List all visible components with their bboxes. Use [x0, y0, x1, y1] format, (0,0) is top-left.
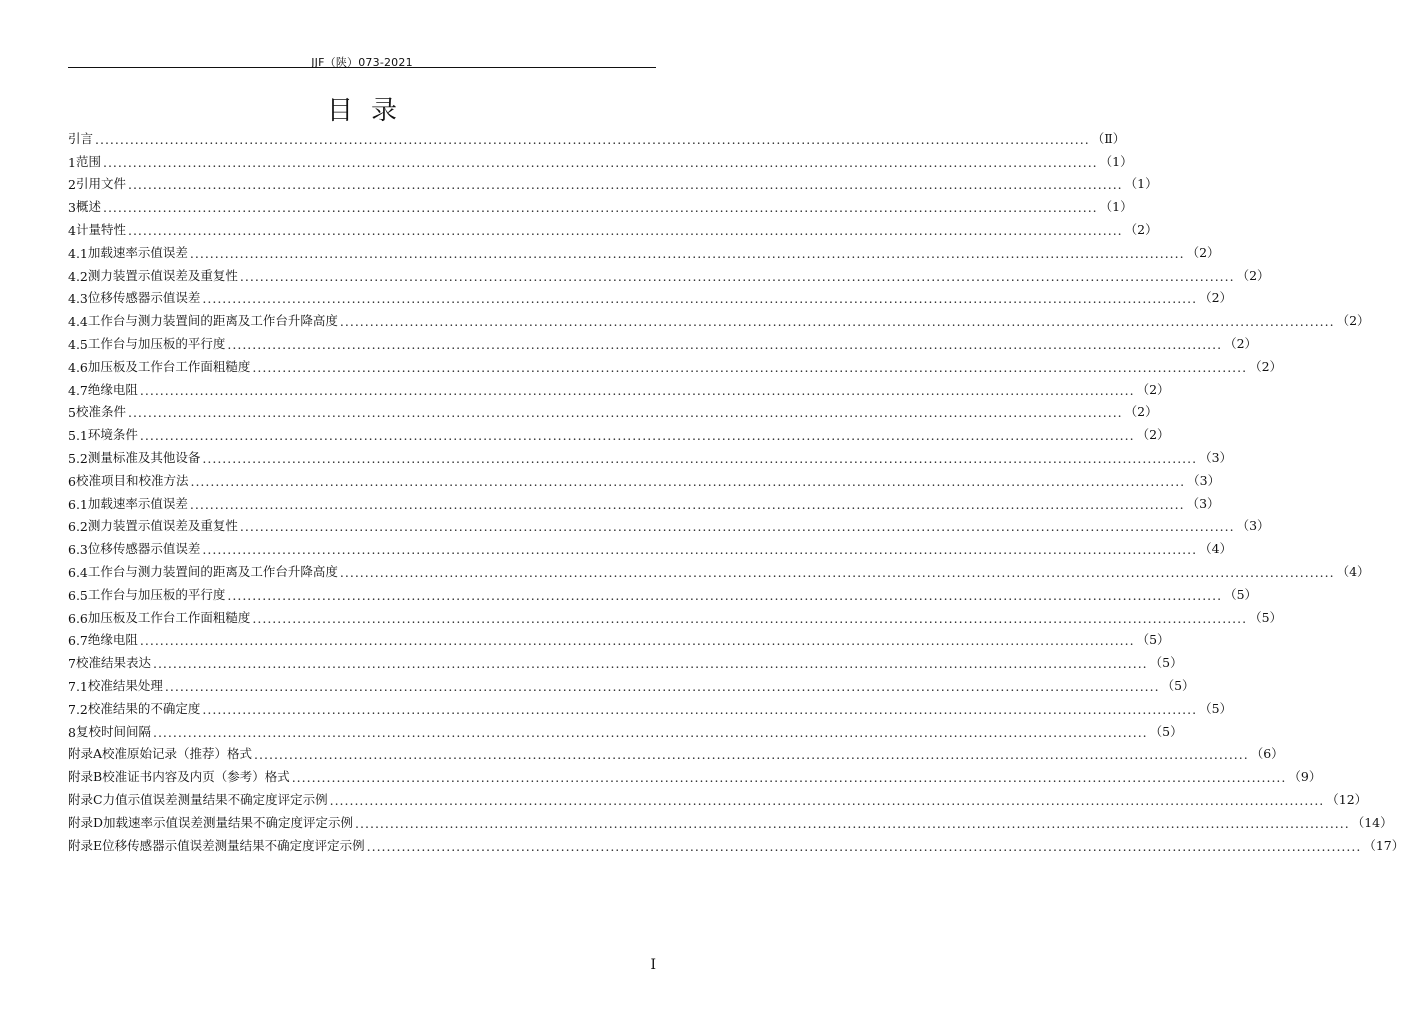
toc-entry-page: （2） [1186, 244, 1220, 260]
page-title: 目录 [326, 96, 415, 126]
toc-leader-dots: ........................................................................................................................................................................................................ [202, 701, 1198, 717]
toc-entry-page: （2） [1136, 427, 1170, 443]
toc-entry-number: 6 [68, 473, 76, 489]
toc-entry-title: 校准结果处理 [87, 677, 163, 693]
toc-leader-dots: ........................................................................................................................................................................................................ [227, 587, 1223, 603]
header-rule [68, 67, 656, 68]
toc-entry-title: 绝缘电阻 [87, 632, 138, 648]
toc-leader-dots: ........................................................................................................................................................................................................ [127, 222, 1123, 238]
toc-entry-number: 8 [68, 724, 76, 740]
toc-entry-number: 4.4 [68, 314, 88, 330]
toc-entry-page: （14） [1351, 814, 1393, 830]
toc-entry[interactable] [68, 147, 1133, 170]
toc-entry-title: 工作台与测力装置间的距离及工作台升降高度 [87, 563, 338, 579]
toc-entry-title: 校准项目和校准方法 [75, 472, 189, 488]
toc-entry-page: （2） [1199, 290, 1233, 306]
toc-entry-title: 加载速率示值误差测量结果不确定度评定示例 [103, 814, 354, 830]
toc-entry[interactable] [68, 648, 1183, 672]
toc-entry-title: 力值示值误差测量结果不确定度评定示例 [102, 791, 328, 807]
toc-leader-dots: ........................................................................................................................................................................................................ [254, 747, 1249, 763]
toc-entry-title: 校准结果的不确定度 [87, 700, 201, 716]
toc-entry-title: 位移传感器示值误差 [87, 541, 201, 557]
toc-entry[interactable] [68, 557, 1370, 580]
toc-entry-title: 加载速率示值误差 [87, 244, 188, 260]
toc-entry[interactable] [68, 375, 1170, 398]
toc-entry-title: 测量标准及其他设备 [87, 449, 201, 465]
toc-leader-dots: ........................................................................................................................................................................................................ [139, 633, 1135, 649]
toc-entry[interactable] [68, 124, 1126, 147]
toc-entry-number: 附录E [68, 837, 103, 853]
toc-leader-dots: ........................................................................................................................................................................................................ [355, 815, 1350, 831]
toc-leader-dots: ........................................................................................................................................................................................................ [127, 405, 1123, 421]
toc-entry-page: （2） [1136, 381, 1170, 397]
toc-entry-title: 校准证书内容及内页（参考）格式 [102, 769, 290, 785]
toc-entry-title: 位移传感器示值误差 [87, 290, 201, 306]
table-of-contents [68, 124, 1404, 854]
toc-leader-dots: ........................................................................................................................................................................................................ [139, 428, 1135, 444]
toc-entry-number: 6.1 [68, 496, 88, 512]
toc-entry-number: 4.5 [68, 336, 88, 352]
toc-entry[interactable] [68, 626, 1170, 649]
toc-entry-page: （12） [1326, 791, 1368, 807]
toc-entry-page: （2） [1124, 404, 1158, 420]
toc-entry[interactable] [68, 785, 1368, 808]
toc-entry-number: 6.5 [68, 587, 88, 603]
toc-leader-dots: ........................................................................................................................................................................................................ [329, 792, 1325, 808]
toc-entry-number: 4.3 [68, 291, 88, 307]
toc-entry-number: 7.1 [68, 678, 88, 694]
toc-entry[interactable] [68, 671, 1195, 694]
toc-entry-page: （6） [1250, 746, 1284, 762]
toc-entry-number: 5.1 [68, 428, 88, 444]
toc-entry-number: 4.2 [68, 268, 88, 284]
toc-entry-page: （3） [1187, 472, 1221, 488]
toc-entry-number: 7 [68, 656, 76, 672]
toc-entry-number: 附录C [68, 791, 103, 807]
toc-entry-number: 7.2 [68, 701, 88, 717]
toc-entry-page: （1） [1099, 153, 1133, 169]
toc-entry-number: 附录B [68, 769, 103, 785]
toc-leader-dots: ........................................................................................................................................................................................................ [139, 382, 1135, 398]
toc-entry-page: （2） [1236, 267, 1270, 283]
toc-entry[interactable] [68, 762, 1322, 786]
toc-entry[interactable] [68, 398, 1158, 421]
toc-entry-title: 工作台与加压板的平行度 [87, 335, 226, 351]
toc-entry-page: （3） [1199, 449, 1233, 465]
toc-entry-number: 6.6 [68, 610, 88, 626]
toc-leader-dots: ........................................................................................................................................................................................................ [152, 724, 1148, 740]
toc-entry-page: （2） [1124, 221, 1158, 237]
toc-entry-page: （4） [1199, 541, 1233, 557]
toc-entry-number: 3 [68, 200, 76, 216]
toc-entry-page: （1） [1099, 199, 1133, 215]
toc-entry-title: 加载速率示值误差 [87, 495, 188, 511]
toc-entry[interactable] [68, 466, 1221, 489]
toc-leader-dots: ........................................................................................................................................................................................................ [189, 496, 1185, 512]
toc-entry-page: （5） [1161, 677, 1195, 693]
toc-entry-page: （5） [1199, 700, 1233, 716]
toc-entry-page: （Ⅱ） [1091, 130, 1126, 146]
toc-entry[interactable] [68, 192, 1133, 216]
toc-leader-dots: ........................................................................................................................................................................................................ [202, 450, 1198, 466]
toc-entry-number: 附录D [68, 814, 104, 830]
toc-entry-number: 4 [68, 222, 76, 238]
toc-entry-number: 附录A [68, 746, 103, 762]
toc-entry-title: 校准原始记录（推荐）格式 [102, 746, 253, 762]
toc-entry[interactable] [68, 489, 1220, 512]
toc-entry-title: 引言 [68, 130, 94, 146]
toc-entry-number: 5 [68, 405, 76, 421]
toc-leader-dots: ........................................................................................................................................................................................................ [366, 838, 1362, 854]
page-number: I [650, 957, 656, 973]
toc-entry-title: 测力装置示值误差及重复性 [87, 518, 238, 534]
toc-entry-title: 工作台与加压板的平行度 [87, 586, 226, 602]
toc-entry-title: 绝缘电阻 [87, 381, 138, 397]
toc-entry-number: 6.3 [68, 542, 88, 558]
toc-entry[interactable] [68, 831, 1404, 854]
toc-entry[interactable] [68, 238, 1220, 261]
toc-leader-dots: ........................................................................................................................................................................................................ [239, 268, 1235, 284]
toc-entry-title: 加压板及工作台工作面粗糙度 [87, 609, 251, 625]
toc-entry-number: 6.2 [68, 519, 88, 535]
toc-entry-title: 环境条件 [87, 427, 138, 443]
toc-entry[interactable] [68, 512, 1270, 535]
toc-entry-page: （2） [1249, 358, 1283, 374]
toc-leader-dots: ........................................................................................................................................................................................................ [339, 314, 1335, 330]
toc-entry-title: 位移传感器示值误差测量结果不确定度评定示例 [102, 837, 365, 853]
toc-entry-page: （17） [1363, 837, 1404, 853]
toc-entry-page: （2） [1224, 335, 1258, 351]
toc-entry-number: 4.7 [68, 382, 88, 398]
toc-entry-title: 校准条件 [75, 404, 126, 420]
toc-entry-number: 6.7 [68, 633, 88, 649]
toc-entry[interactable] [68, 306, 1370, 330]
toc-entry[interactable] [68, 603, 1283, 626]
toc-entry-title: 加压板及工作台工作面粗糙度 [87, 358, 251, 374]
toc-leader-dots: ........................................................................................................................................................................................................ [152, 656, 1148, 672]
toc-entry[interactable] [68, 352, 1283, 375]
toc-leader-dots: ........................................................................................................................................................................................................ [239, 519, 1235, 535]
toc-leader-dots: ........................................................................................................................................................................................................ [339, 564, 1335, 580]
toc-entry[interactable] [68, 261, 1270, 284]
toc-leader-dots: ........................................................................................................................................................................................................ [202, 291, 1198, 307]
toc-entry-page: （9） [1288, 769, 1322, 785]
toc-entry[interactable] [68, 170, 1158, 193]
toc-leader-dots: ........................................................................................................................................................................................................ [102, 154, 1098, 170]
toc-entry-title: 概述 [75, 199, 101, 215]
toc-entry-title: 校准结果表达 [75, 655, 151, 671]
document-code-header: JJF（陕）073-2021 [311, 56, 413, 69]
toc-entry-title: 工作台与测力装置间的距离及工作台升降高度 [87, 313, 338, 329]
toc-leader-dots: ........................................................................................................................................................................................................ [127, 177, 1123, 193]
toc-entry[interactable] [68, 420, 1170, 444]
toc-entry-title: 复校时间间隔 [75, 723, 151, 739]
toc-entry-title: 引用文件 [75, 176, 126, 192]
toc-entry[interactable] [68, 694, 1233, 717]
toc-entry[interactable] [68, 329, 1258, 352]
toc-entry-page: （1） [1124, 176, 1158, 192]
toc-entry-title: 测力装置示值误差及重复性 [87, 267, 238, 283]
toc-entry-number: 1 [68, 154, 76, 170]
toc-entry-page: （5） [1149, 655, 1183, 671]
toc-entry[interactable] [68, 717, 1183, 740]
toc-leader-dots: ........................................................................................................................................................................................................ [190, 473, 1186, 489]
toc-entry[interactable] [68, 808, 1393, 831]
toc-entry-title: 范围 [75, 153, 101, 169]
toc-entry-page: （2） [1336, 313, 1370, 329]
toc-entry-number: 5.2 [68, 450, 88, 466]
toc-entry-number: 4.6 [68, 359, 88, 375]
toc-entry-page: （5） [1224, 586, 1258, 602]
toc-entry-title: 计量特性 [75, 221, 126, 237]
toc-leader-dots: ........................................................................................................................................................................................................ [252, 610, 1248, 626]
toc-entry-page: （3） [1186, 495, 1220, 511]
toc-entry-number: 6.4 [68, 564, 88, 580]
toc-entry[interactable] [68, 534, 1233, 558]
toc-entry[interactable] [68, 215, 1158, 238]
toc-entry-page: （3） [1236, 518, 1270, 534]
toc-leader-dots: ........................................................................................................................................................................................................ [291, 770, 1287, 786]
toc-entry-page: （5） [1149, 723, 1183, 739]
toc-entry[interactable] [68, 284, 1233, 307]
toc-entry[interactable] [68, 740, 1284, 763]
toc-leader-dots: ........................................................................................................................................................................................................ [227, 336, 1223, 352]
toc-entry[interactable] [68, 443, 1233, 466]
toc-leader-dots: ........................................................................................................................................................................................................ [102, 200, 1098, 216]
toc-leader-dots: ........................................................................................................................................................................................................ [189, 245, 1185, 261]
toc-entry-number: 2 [68, 177, 76, 193]
toc-entry-number: 4.1 [68, 245, 88, 261]
toc-entry-page: （5） [1249, 609, 1283, 625]
toc-leader-dots: ........................................................................................................................................................................................................ [95, 131, 1090, 147]
toc-entry-page: （4） [1336, 563, 1370, 579]
toc-entry[interactable] [68, 580, 1258, 603]
toc-leader-dots: ........................................................................................................................................................................................................ [202, 542, 1198, 558]
toc-leader-dots: ........................................................................................................................................................................................................ [164, 678, 1160, 694]
toc-leader-dots: ........................................................................................................................................................................................................ [252, 359, 1248, 375]
toc-entry-page: （5） [1136, 632, 1170, 648]
